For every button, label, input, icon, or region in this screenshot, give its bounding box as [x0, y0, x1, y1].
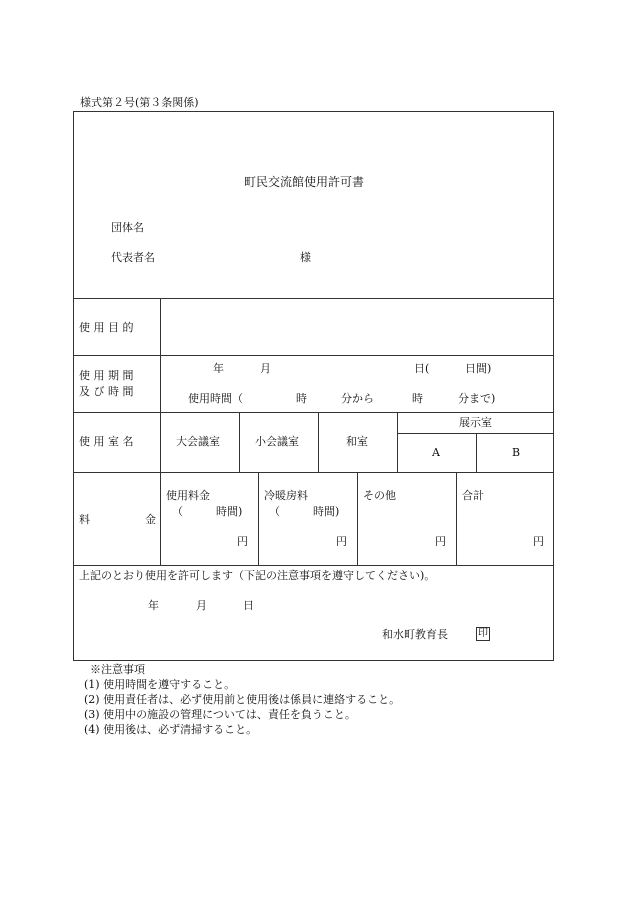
note-item: (4) 使用後は、必ず清掃すること。	[84, 723, 258, 736]
usage-fee-label: 使用料金	[166, 489, 210, 502]
approval-year-label: 年	[148, 599, 159, 612]
room-label: 使 用 室 名	[79, 435, 134, 448]
usage-time-label: 使用時間（	[188, 392, 243, 405]
note-item: (3) 使用中の施設の管理については、責任を負うこと。	[84, 708, 356, 721]
column-divider	[160, 298, 161, 565]
honorific-label: 様	[300, 251, 311, 264]
period-label-line1: 使 用 期 間	[79, 369, 134, 382]
other-fee-label: その他	[363, 489, 396, 502]
representative-label: 代表者名	[111, 251, 155, 264]
row-divider	[73, 298, 554, 299]
usage-fee-yen: 円	[237, 535, 248, 548]
notes-heading: ※注意事項	[90, 663, 145, 676]
start-hour-label: 時	[296, 392, 307, 405]
column-divider	[476, 433, 477, 472]
page-title: 町民交流館使用許可書	[244, 175, 365, 189]
row-divider	[73, 412, 554, 413]
purpose-label: 使 用 目 的	[79, 321, 134, 334]
room-large-hall: 大会議室	[176, 435, 220, 448]
approval-day-label: 日	[243, 599, 254, 612]
start-minute-label: 分から	[341, 392, 374, 405]
approval-month-label: 月	[196, 599, 207, 612]
period-days-label: 日間)	[465, 362, 492, 375]
group-name-label: 団体名	[111, 221, 144, 234]
heating-fee-hours: （ 時間)	[269, 505, 340, 518]
column-divider	[397, 412, 398, 472]
heating-fee-label: 冷暖房料	[264, 489, 308, 502]
note-item: (2) 使用責任者は、必ず使用前と使用後は係員に連絡すること。	[84, 693, 401, 706]
room-small-hall: 小会議室	[255, 435, 299, 448]
room-exhibition-a: A	[432, 446, 440, 459]
note-item: (1) 使用時間を遵守すること。	[84, 678, 236, 691]
heating-fee-yen: 円	[336, 535, 347, 548]
fee-label-right: 金	[145, 513, 156, 526]
period-year-label: 年	[213, 362, 224, 375]
usage-fee-hours: （ 時間)	[172, 505, 243, 518]
total-fee-label: 合計	[462, 489, 484, 502]
column-divider	[318, 412, 319, 472]
room-exhibition: 展示室	[459, 416, 492, 429]
table-border-right	[553, 111, 554, 660]
table-border-bottom	[73, 660, 554, 661]
period-month-label: 月	[260, 362, 271, 375]
room-japanese-room: 和室	[346, 435, 368, 448]
end-hour-label: 時	[412, 392, 423, 405]
row-divider	[73, 565, 554, 566]
other-fee-yen: 円	[435, 535, 446, 548]
column-divider	[258, 472, 259, 565]
column-divider	[456, 472, 457, 565]
issuer-label: 和水町教育長	[382, 628, 448, 641]
period-label-line2: 及 び 時 間	[79, 385, 134, 398]
fee-label-left: 料	[79, 513, 90, 526]
table-border-top	[73, 111, 554, 112]
column-divider	[357, 472, 358, 565]
end-minute-label: 分まで)	[458, 392, 496, 405]
period-day-label: 日(	[414, 362, 430, 375]
room-exhibition-b: B	[512, 446, 521, 459]
seal-stamp: 印	[478, 628, 488, 639]
row-divider	[73, 472, 554, 473]
column-divider	[239, 412, 240, 472]
form-number: 様式第２号(第３条関係)	[80, 96, 199, 109]
total-fee-yen: 円	[533, 535, 544, 548]
table-border-left	[73, 111, 74, 660]
row-divider	[73, 355, 554, 356]
approval-statement: 上記のとおり使用を許可します（下記の注意事項を遵守してください)。	[79, 569, 436, 582]
